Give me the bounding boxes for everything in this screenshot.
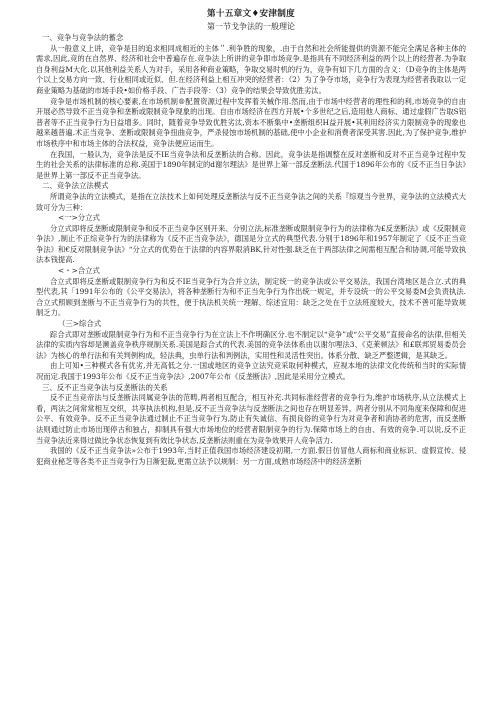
- paragraph: 竞争是市场机制的核心要素,在市场机制®配置资源过程中发挥着关械作用.然而,由于市场中经营者的理性和的利,市场竞争的自由开展必然导致不正当竞争和垄断或限制竞争现象的出现。自由市场经济在西方开展•个多世纪之后,造用他人商标、通过虚假广告取S铝普者等不正当竞争行为日益增多。同时，随着竞争导致优胜劣汰,资本不断集中•垄断组织H益开展•其利用经济实力限制竞争的现象也越来越普遍.术正当竞争、垄断或限制竞争扭曲竞争，严杀侵蚀市场机制的基础,使中小企业和消费者深受其害.因此,为了保护竞争,维护市场秩序中和市场主体的合法权益，竞争法便应运而生。: [36, 96, 466, 148]
- paragraph: 踪合式即对垄断或限制竞争行为和不正当竞争行为在立法上不作明确区分.也不制定以“竞争”或“公平交易”直接命名的法律,但相关法律的实质内容却是濒盖竞争秩序规制关系.美国是踪合式的代表.美国的竞争法体系由以谢尔哩法3、《克莱顿法》和£联邦贸易委员会法》为核心的单行法和有关判例构成，轻法典，虫单行法和判例法，实用性和灵活性突出。体系分散、缺乏严整逻辑，是其缺乏。: [36, 329, 466, 360]
- paragraph: 在我国，一般认为，竞争法是反不IE当竞争法和反垄断法的合称。因此，竞争法是指调整在反对垄断和反对不正当竞争过程中发生的社会关系的法律标准的总称.美国于1890年制定的d谢尔理法》是世界上第一部反垄断法.代国于1896年公布的《反不正当日争法》是世界上第一部反不正当竞争法。: [36, 149, 466, 180]
- subsection-heading: （三>综合式: [58, 319, 102, 329]
- section-heading: 一、竞争与竞争法的蓄念: [42, 33, 124, 42]
- paragraph: 由上可知•三种模式各有优劣,并无高低之分.一国或地区的竞争立法究竞采取何种模式，应视本地的法律文化传统和当时的实际情况而定.我国于1993年公布《反不正当竞争法》,2007年公布《反垄断法》,因此是采用分立模式。: [36, 361, 466, 381]
- paragraph: 所谓竞争法的立法模式，是指在立法技术上如何处理反垄断法与反不正当竞争法之间的关系『综观当今世界，竞争法的立法模式大致可分为三种：: [36, 191, 466, 212]
- paragraph: 合立式即将反垄断或限制竞争行为和反不IE当竞争行为合并立法，制定统一的竞争法或公平交易法，我国台湾地区是合立.式的典型代表,其「1991年公布的《公平交易法》，将各种垄断行为和不正当先争行为作出统一规定，并专设统一的公平交易委M会负责执法.合立式照顾到垄断与不正当竞争行为的共性，便于执法机关统一理解、综述宜用：缺乏之处在于立法班度较大，技术不善可能导致规制乏力。: [36, 276, 466, 318]
- section-title: 第一节戈争法的一般理论: [207, 22, 295, 31]
- subsection-heading: <一>分立式: [58, 213, 100, 223]
- paragraph: 从一般意义上讲，竞争是目的追求相同成相近的主体＂.利争胜的现象，.由于自然和社会所能提供的资源不能完全满足各种主体的需求,因此,竞的在自然界、经济和社会中普遍存在.竞争法上所讲的竞争即市场竞争.是指具有不同经济利益的两个以上的经营者.为争取自身利益M大化.以其他利益关系人为对手，采用各种商业策略，争取交易时机的行为，竞争有如下几方面的含义：（D竞争的主体是两个以上交易方向一致、行业相同或近似、但.在经济利益上相互冲突的经营者：（2）为了争夺市场，竞争行为表现为经营者我取以一定商业策略为基础的市场手段•如价格手段、广告手段等：（3）竞争的结果会导致优胜劣汰。: [36, 43, 466, 95]
- section-heading: 三、反不正当竞争法与反垄断法的关系: [42, 382, 168, 392]
- paragraph: 分立式即将反垄断或限制竞争和反不正当竞争区别开来、分别立法,标准垄断或限制竞争行为的法律称为£反垄断法》或《反限制竞争法》,制止不正综竞争行为的法律称为《反不正当竞争法》，德国是分立式的典型代表.分别于1896年和1957年制定了《反不正当竞争法》和€反对限制竞争法》“分立式的优势在于法律的内容界限消BK,针对性强.缺乏在于两部法律之间需相互配合和协调,可能导致执法本钱提高.: [36, 223, 466, 265]
- paragraph: 我国的《反不正当竞争法»公布于1993年,当时正值我国市场经济建设初期,一方面.假日仿冒他人商标和商业标识、虚假宣传、侵犯商业秘芝等各类不正当竞争行为日渐犯裁,更需立法予以规制：另一方面,成熟市场经济中的经济垄断: [36, 446, 466, 466]
- paragraph: 反不正当竞帝法与反垄断法同属竞争法的范畴,两者相互配合，相互补充.共同标准经营者的竞争行为,维护市场秩序,从立法模式上看，两法之间常常相互交织，共享执法机构,但是,反不正当竞争法与反垄断法之间也存在明显差异，两者分别从不同角度来保障和促进公平、有效竞争。反不正当竞争法通过制止不正当竞争行为,防止有失诚信、有损良俗的竞争行为对竞争者和消协者的危害，而反垄断法则通过防止市场出现停古和独占，抑制具有强大市场地位的经营者限制竞争的行为.保障市场上的自由、有效的竞争.可以说,反不正当竞争法近来得过做比争状态恢复到有效比争状态,反垄断法则重在为竞争效果开人竞争活力.: [36, 393, 466, 445]
- document-body: [36, 33, 466, 467]
- chapter-title: 第十五章文♦安津制度: [206, 9, 296, 19]
- section-heading: 二、竞争法立法模式: [42, 181, 109, 191]
- subsection-heading: <・>合立式: [58, 266, 100, 276]
